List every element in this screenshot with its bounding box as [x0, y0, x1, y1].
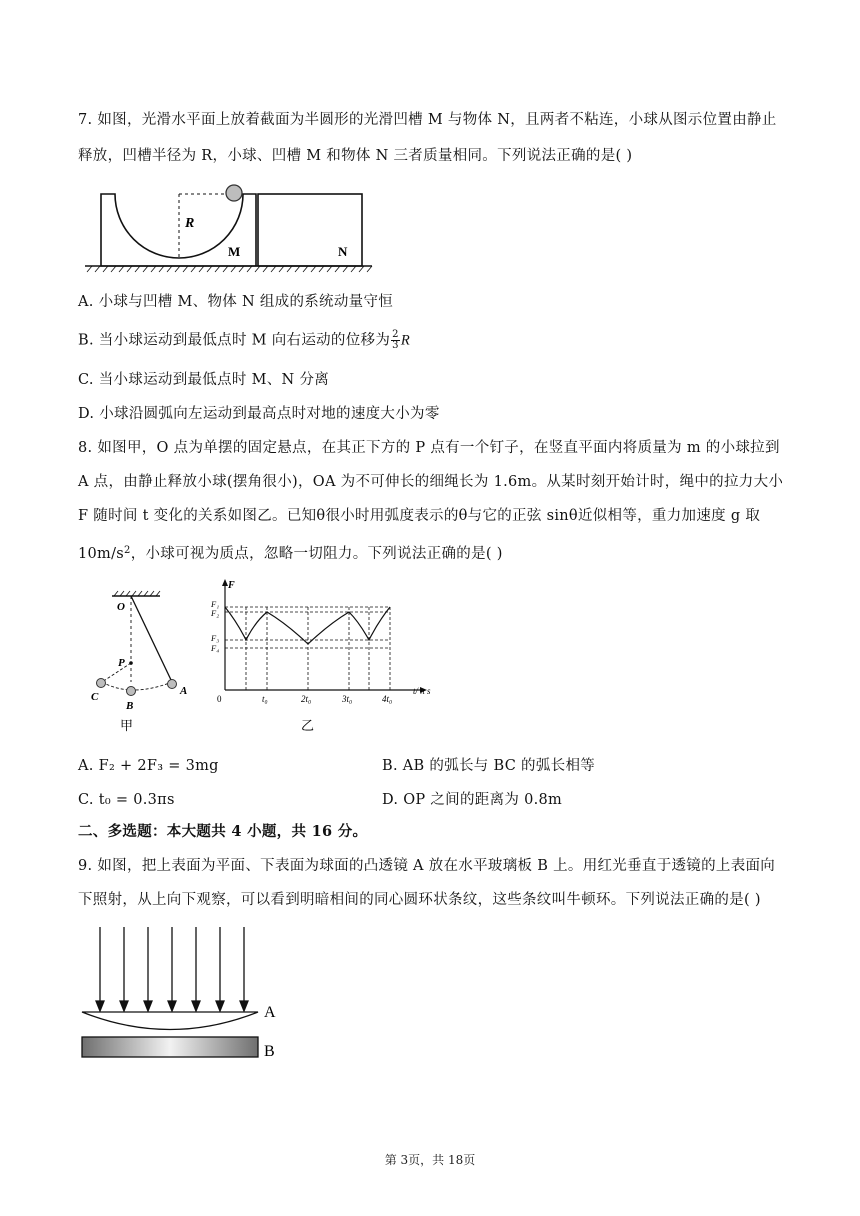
q8-figure-right [205, 578, 445, 738]
svg-text:P: P [118, 657, 125, 669]
ball-b [127, 687, 136, 696]
svg-text:B: B [126, 700, 134, 712]
svg-text:3t₀: 3t₀ [342, 694, 353, 704]
svg-text:F₂: F₂ [211, 608, 220, 618]
q8-line3: F 随时间 t 变化的关系如图乙。已知θ很小时用弧度表示的θ与它的正弦 sinθ近似相等，重力加速度 g 取 [78, 508, 761, 524]
section-title: 二、多选题：本大题共 4 小题，共 16 分。 [78, 823, 368, 840]
svg-text:t/ π s: t/ π s [413, 686, 431, 696]
svg-text:F: F [228, 580, 235, 591]
q8-line2: A 点，由静止释放小球(摆角很小)，OA 为不可伸长的细绳长为 1.6m。从某时刻开始计时，绳中的拉力大小 [78, 474, 784, 490]
q8-option-a: A. F₂ + 2F₃ = 3mg [78, 758, 219, 774]
q7-option-b-text: B. 当小球运动到最低点时 M 向右运动的位移为 [78, 332, 391, 349]
svg-text:2t₀: 2t₀ [301, 694, 312, 704]
ball-c [97, 679, 106, 688]
q7-line1: 7. 如图，光滑水平面上放着截面为半圆形的光滑凹槽 M 与物体 N，且两者不粘连，小球从图示位置由静止 [78, 112, 777, 128]
q9-line2: 下照射，从上向下观察，可以看到明暗相间的同心圆环状条纹，这些条纹叫牛顿环。下列说法正确的是( ) [78, 892, 761, 908]
q7-option-d: D. 小球沿圆弧向左运动到最高点时对地的速度大小为零 [78, 406, 440, 422]
caption-jia: 甲 [120, 719, 134, 734]
q7-option-c: C. 当小球运动到最低点时 M、N 分离 [78, 372, 330, 388]
ball-a [168, 680, 177, 689]
svg-text:F₄: F₄ [211, 643, 220, 653]
svg-text:C: C [91, 691, 99, 703]
page-footer: 第 3页，共 18页 [384, 1153, 476, 1167]
svg-text:O: O [117, 601, 125, 613]
label-n: N [338, 244, 348, 259]
q8-line4: $10m/s^2$，小球可视为质点，忽略一切阻力。下列说法正确的是( ) [78, 545, 503, 562]
lens-a [82, 1012, 258, 1030]
q7-option-b: B. 当小球运动到最低点时 M 向右运动的位移为 $\frac{2}{3}$ R [78, 329, 410, 351]
q7-option-a: A. 小球与凹槽 M、物体 N 组成的系统动量守恒 [78, 294, 394, 310]
svg-text:4t₀: 4t₀ [382, 694, 393, 704]
label-m: M [228, 244, 241, 259]
q7-figure [85, 180, 385, 275]
q8-figure-left [88, 588, 193, 738]
caption-yi: 乙 [301, 719, 315, 734]
q8-line1: 8. 如图甲，O 点为单摆的固定悬点，在其正下方的 P 点有一个钉子，在竖直平面内将质量为 m 的小球拉到 [78, 440, 780, 456]
q9-figure [78, 925, 288, 1065]
svg-text:A: A [264, 1004, 276, 1021]
fraction: $\frac{2}{3}$ [392, 329, 399, 351]
q8-option-b: B. AB 的弧长与 BC 的弧长相等 [382, 758, 596, 774]
svg-text:F₁: F₁ [211, 599, 220, 609]
ball [226, 185, 242, 201]
svg-text:t₀: t₀ [262, 694, 268, 704]
label-r: R [185, 216, 195, 231]
q9-line1: 9. 如图，把上表面为平面、下表面为球面的凸透镜 A 放在水平玻璃板 B 上。用红光垂直于透镜的上表面向 [78, 858, 776, 874]
q8-option-d: D. OP 之间的距离为 0.8m [382, 792, 563, 808]
svg-text:F₃: F₃ [211, 633, 220, 643]
force-curve [225, 607, 390, 644]
svg-text:A: A [180, 685, 188, 697]
glass-plate-b [82, 1037, 258, 1057]
q8-option-c: C. t₀ = 0.3πs [78, 792, 175, 808]
svg-text:B: B [264, 1043, 275, 1060]
svg-text:0: 0 [217, 694, 222, 704]
q7-line2: 释放，凹槽半径为 R，小球、凹槽 M 和物体 N 三者质量相同。下列说法正确的是( ) [78, 148, 633, 164]
